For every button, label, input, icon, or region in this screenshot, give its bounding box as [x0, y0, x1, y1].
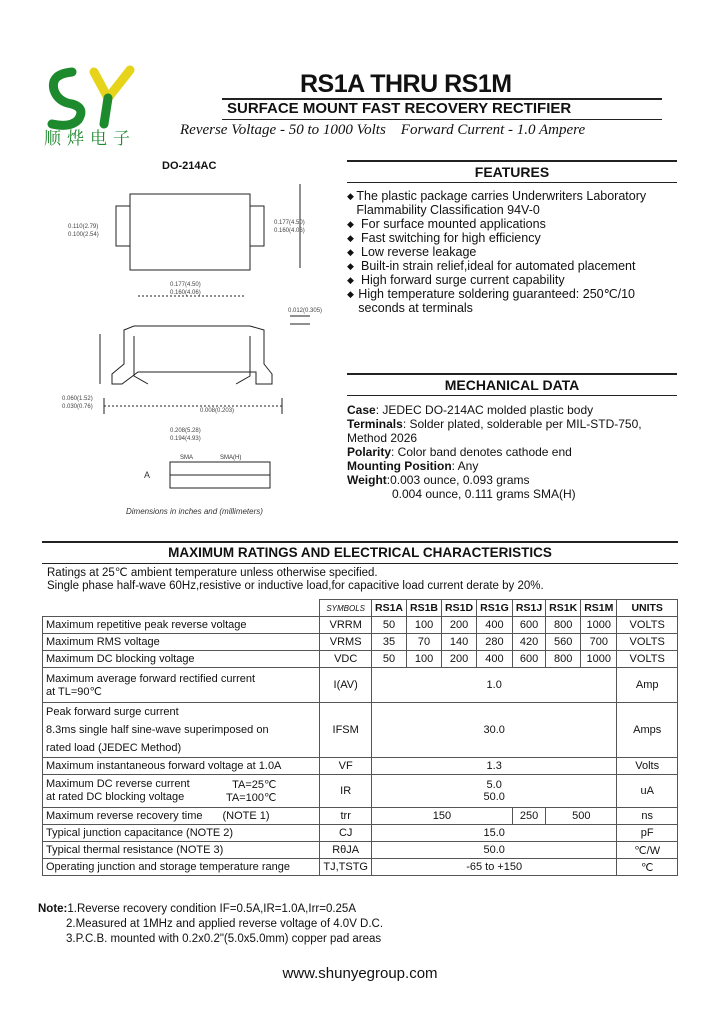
ratings-conditions	[47, 567, 544, 593]
svg-text:0.177(4.50): 0.177(4.50)	[170, 282, 201, 288]
svg-text:0.030(0.76): 0.030(0.76)	[62, 404, 93, 410]
table-row: Maximum reverse recovery time (NOTE 1) trr 150 250 500 ns	[43, 808, 678, 825]
table-row: Maximum instantaneous forward voltage at 1.0A VF 1.3 Volts	[43, 758, 678, 775]
package-name: DO-214AC	[162, 160, 217, 172]
feature-item: ◆ Built-in strain relief,ideal for automated placement	[347, 259, 636, 273]
package-outline-drawing	[60, 176, 340, 521]
svg-text:0.008(0.203): 0.008(0.203)	[200, 408, 235, 414]
mounting-value: : Any	[451, 459, 479, 473]
bullet-icon: ◆	[347, 233, 354, 243]
features-list	[347, 189, 677, 315]
svg-text:0.160(4.06): 0.160(4.06)	[274, 228, 305, 234]
bullet-icon: ◆	[347, 261, 354, 271]
note-2: 2.Measured at 1MHz and applied reverse voltage of 4.0V D.C.	[66, 918, 384, 930]
header-rs1m: RS1M	[581, 600, 617, 617]
features-header	[347, 160, 677, 183]
polarity-value: : Color band denotes cathode end	[391, 445, 572, 459]
features-title: FEATURES	[474, 164, 550, 180]
table-row: Maximum average forward rectified current at TL=90℃ I(AV) 1.0 Amp	[43, 668, 678, 703]
document-subtitle: SURFACE MOUNT FAST RECOVERY RECTIFIER	[227, 100, 572, 117]
header-rs1d: RS1D	[442, 600, 477, 617]
bullet-icon: ◆	[347, 191, 354, 201]
feature-item: ◆ Low reverse leakage	[347, 245, 477, 259]
dim-table-row-a: A	[144, 470, 151, 480]
feature-item: ◆ High temperature soldering guaranteed: 250℃/10 seconds at terminals	[347, 287, 636, 315]
table-row: Maximum repetitive peak reverse voltage VRRM 50 100 200 400 600 800 1000 VOLTS	[43, 617, 678, 634]
notes-label: Note:	[38, 903, 68, 915]
document-title: RS1A THRU RS1M	[300, 70, 512, 98]
bullet-icon: ◆	[347, 219, 354, 229]
note-3: 3.P.C.B. mounted with 0.2x0.2"(5.0x5.0mm) copper pad areas	[66, 933, 382, 945]
dim-table-col-sma: SMA	[180, 455, 194, 461]
table-row: Operating junction and storage temperature range TJ,TSTG -65 to +150 ℃	[43, 859, 678, 876]
header-rs1b: RS1B	[407, 600, 442, 617]
svg-text:0.177(4.50): 0.177(4.50)	[274, 220, 305, 226]
notes	[38, 902, 383, 947]
svg-text:0.208(5.28): 0.208(5.28)	[170, 428, 201, 434]
table-row: Maximum DC blocking voltage VDC 50 100 200 400 600 800 1000 VOLTS	[43, 651, 678, 668]
weight-value: :0.003 ounce, 0.093 grams	[386, 473, 530, 487]
svg-text:0.110(2.79): 0.110(2.79)	[68, 224, 99, 230]
subtitle-divider	[222, 119, 662, 120]
feature-item: ◆ For surface mounted applications	[347, 217, 546, 231]
case-label: Case	[347, 403, 376, 417]
weight-label: Weight	[347, 473, 387, 487]
svg-text:0.060(1.52): 0.060(1.52)	[62, 396, 93, 402]
ratings-note-2: Single phase half-wave 60Hz,resistive or inductive load,for capacitive load current derate by 20%.	[47, 580, 544, 592]
note-1: 1.Reverse recovery condition IF=0.5A,IR=1.0A,Irr=0.25A	[67, 903, 356, 915]
header-symbols: SYMBOLS	[320, 600, 372, 617]
mechanical-title: MECHANICAL DATA	[444, 377, 580, 393]
table-row: Maximum RMS voltage VRMS 35 70 140 280 420 560 700 VOLTS	[43, 634, 678, 651]
table-header-row	[43, 600, 678, 617]
svg-text:0.160(4.06): 0.160(4.06)	[170, 290, 201, 296]
bullet-icon: ◆	[347, 247, 354, 257]
table-row: Maximum DC reverse current TA=25℃ at rated DC blocking voltage TA=100℃ IR 5.0 50.0 uA	[43, 775, 678, 808]
header-units: UNITS	[617, 600, 678, 617]
feature-item: ◆ Fast switching for high efficiency	[347, 231, 541, 245]
bullet-icon: ◆	[347, 275, 354, 285]
dim-table-col-smah: SMA(H)	[220, 455, 242, 461]
case-value: : JEDEC DO-214AC molded plastic body	[375, 403, 594, 417]
table-row: Peak forward surge current 8.3ms single half sine-wave superimposed on rated load (JEDEC Method) IFSM 30.0 Amps	[43, 703, 678, 758]
max-ratings-title: MAXIMUM RATINGS AND ELECTRICAL CHARACTERISTICS	[168, 545, 552, 560]
max-ratings-header	[42, 541, 678, 564]
terminals-value: : Solder plated, solderable per MIL-STD-750, Method 2026	[347, 417, 642, 445]
table-row: Typical thermal resistance (NOTE 3) RθJA 50.0 ℃/W	[43, 842, 678, 859]
ratings-note-1: Ratings at 25℃ ambient temperature unless otherwise specified.	[47, 567, 378, 579]
svg-text:0.194(4.93): 0.194(4.93)	[170, 436, 201, 442]
header-rs1g: RS1G	[477, 600, 513, 617]
mechanical-header	[347, 373, 677, 396]
mounting-label: Mounting Position	[347, 459, 452, 473]
svg-text:0.012(0.305): 0.012(0.305)	[288, 308, 323, 314]
header-rs1a: RS1A	[371, 600, 406, 617]
svg-text:0.100(2.54): 0.100(2.54)	[68, 232, 99, 238]
terminals-label: Terminals	[347, 417, 403, 431]
website-link[interactable]: www.shunyegroup.com	[282, 965, 438, 982]
feature-item: ◆ The plastic package carries Underwriters Laboratory Flammability Classification 94V-0	[347, 189, 647, 217]
dimensions-note: Dimensions in inches and (millimeters)	[126, 507, 263, 516]
ratings-table	[42, 599, 678, 876]
logo-chinese-text: 顺烨电子	[44, 129, 136, 149]
rating-summary: Reverse Voltage - 50 to 1000 Volts Forward Current - 1.0 Ampere	[180, 122, 586, 138]
weight-value-smah: 0.004 ounce, 0.111 grams SMA(H)	[392, 487, 576, 501]
header-rs1k: RS1K	[546, 600, 581, 617]
table-row: Typical junction capacitance (NOTE 2) CJ 15.0 pF	[43, 825, 678, 842]
mechanical-data	[347, 403, 677, 501]
bullet-icon: ◆	[347, 289, 354, 299]
feature-item: ◆ High forward surge current capability	[347, 273, 565, 287]
polarity-label: Polarity	[347, 445, 392, 459]
header-rs1j: RS1J	[512, 600, 545, 617]
